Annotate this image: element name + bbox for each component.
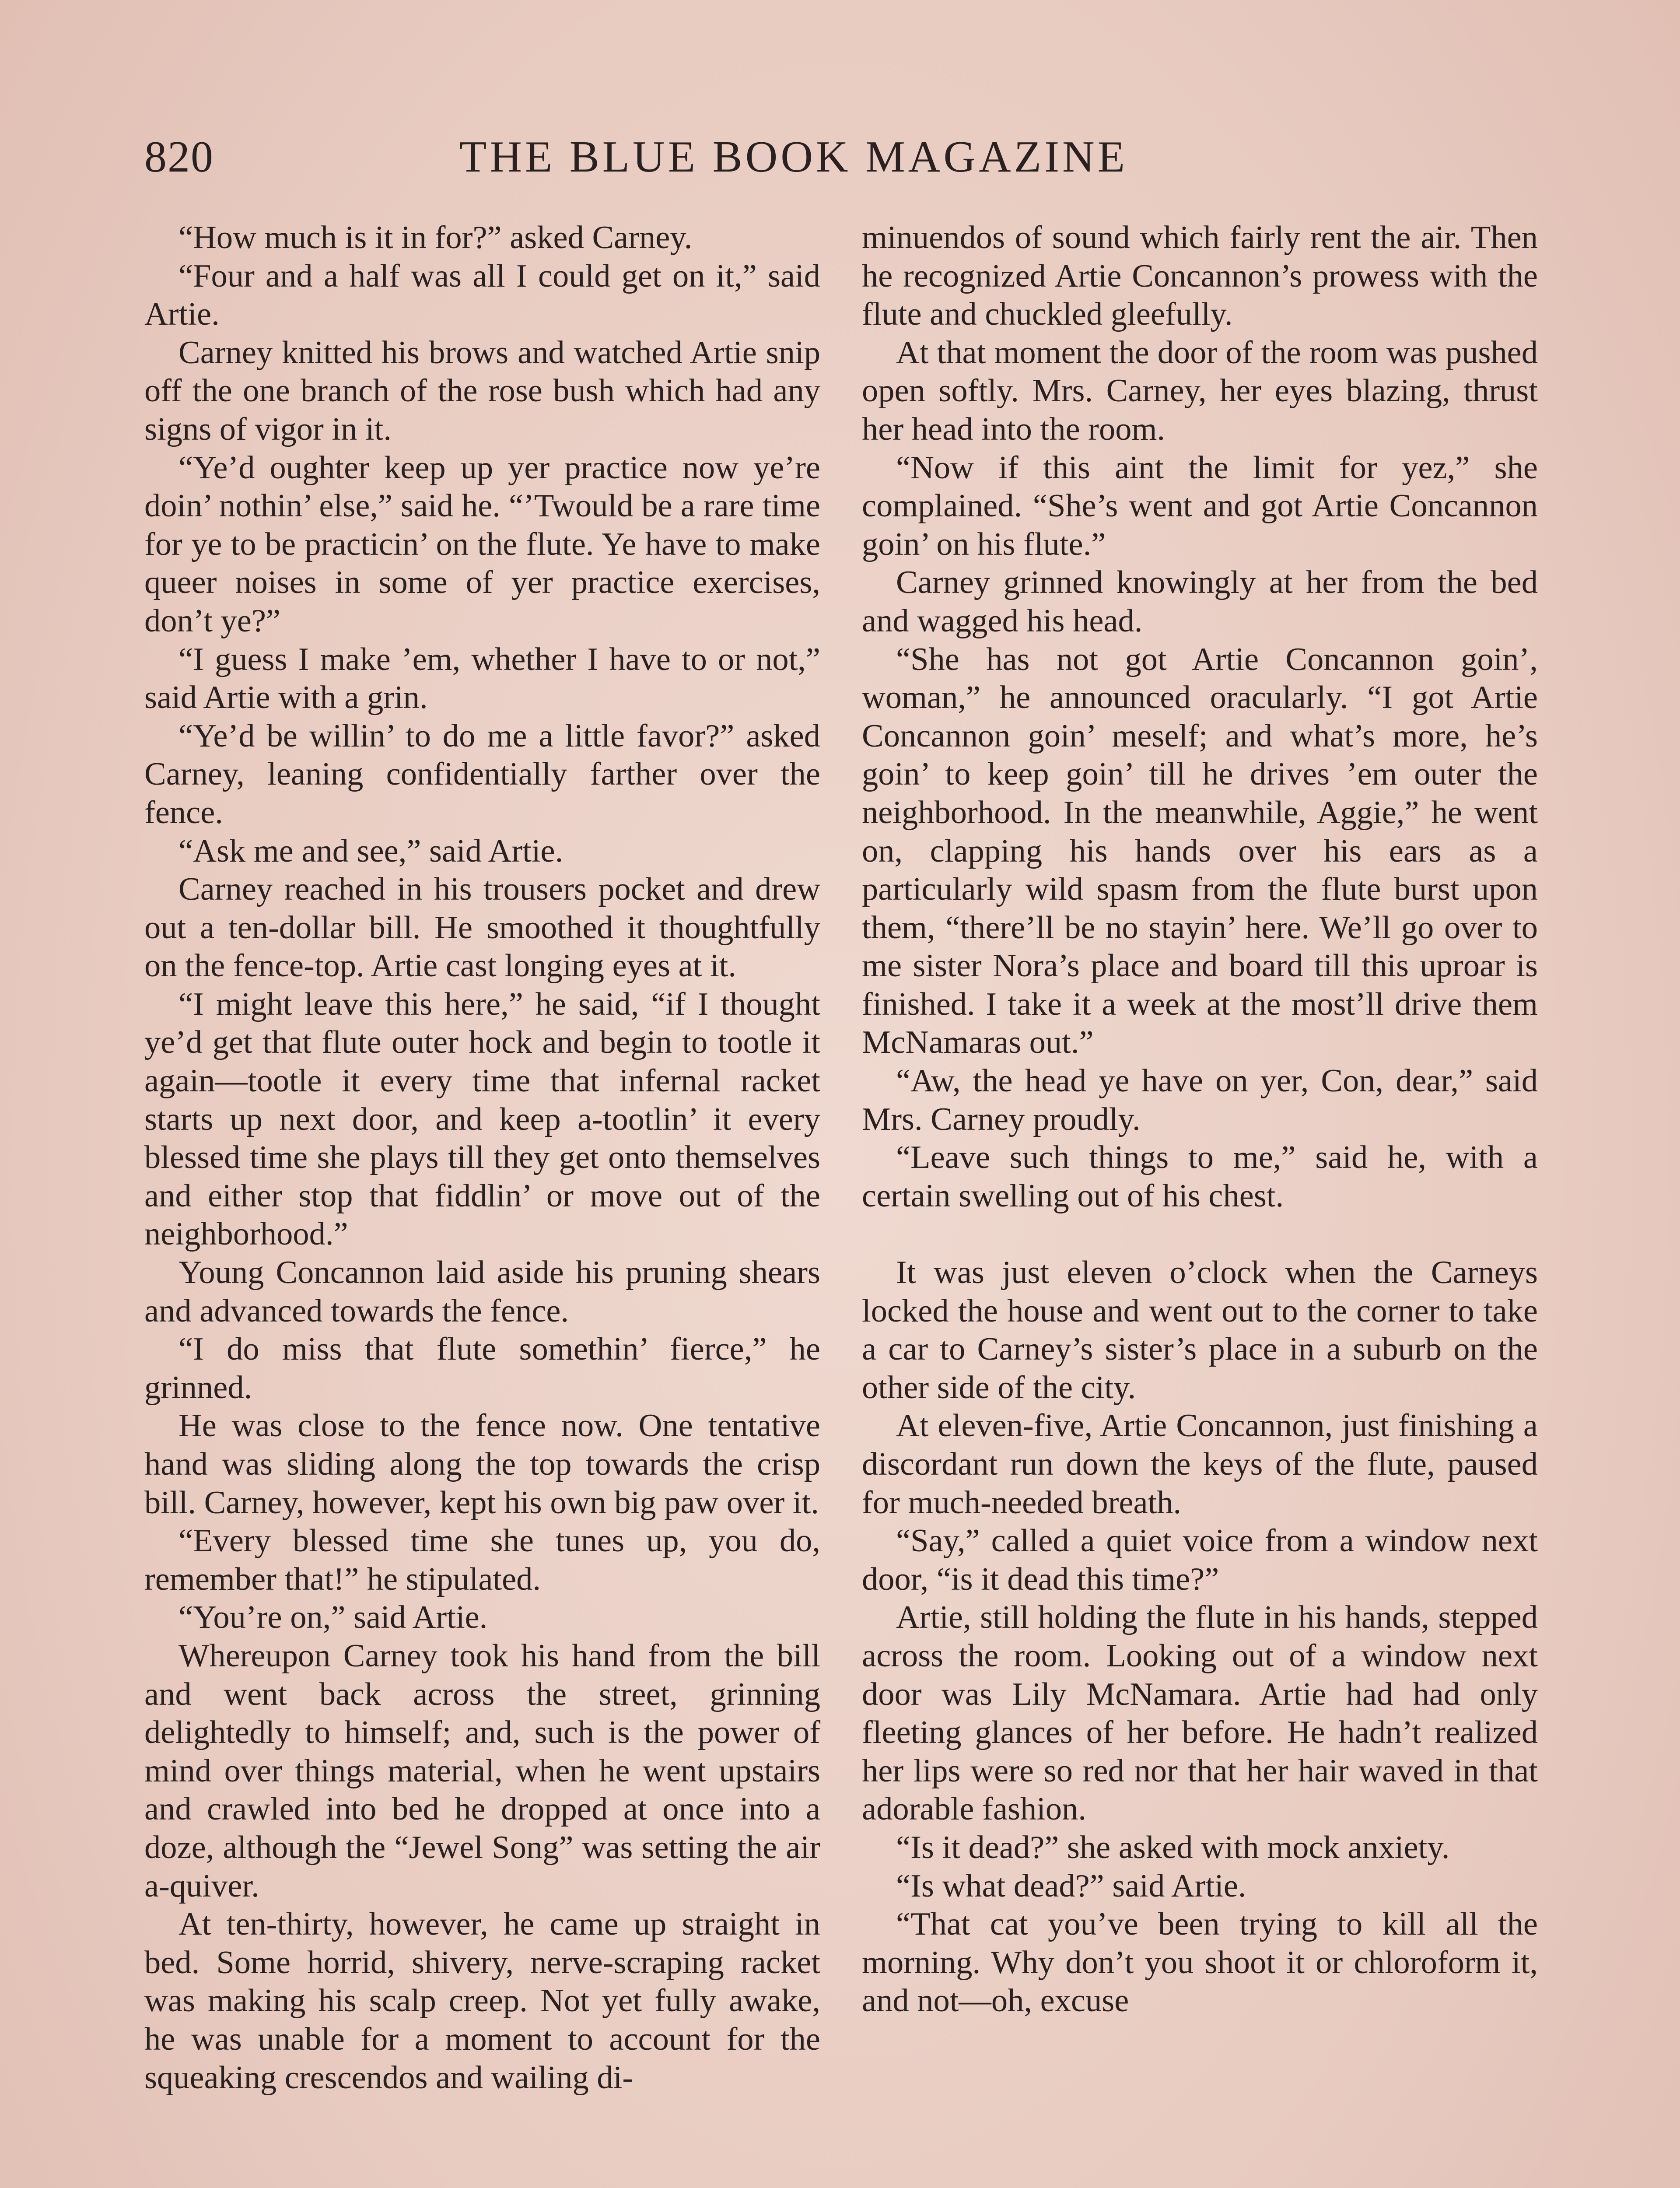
right-text-column	[862, 219, 1538, 2020]
paragraph: “How much is it in for?” asked Carney.	[178, 220, 693, 256]
paragraph: “Is it dead?” she asked with mock anxiety.	[896, 1829, 1450, 1865]
paragraph: At ten-thirty, however, he came up straight in bed. Some horrid, shivery, nerve-scraping racket was making his scalp creep. Not yet fully awake, he was unable for a moment to account for the squeaking crescendos and wailing di-	[144, 1906, 820, 2096]
paragraph: “I do miss that flute somethin’ fierce,” he grinned.	[144, 1331, 820, 1406]
paragraph: “Four and a half was all I could get on it,” said Artie.	[144, 258, 820, 333]
paragraph: “Ask me and see,” said Artie.	[178, 833, 564, 869]
page-number: 820	[144, 132, 214, 182]
page-header	[144, 123, 1558, 193]
paragraph: Artie, still holding the flute in his hands, stepped across the room. Looking out of a window next door was Lily McNamara. Artie had had only fleeting glances of her before. He hadn’t realized her lips were so red nor that her hair waved in that adorable fashion.	[862, 1599, 1538, 1827]
paragraph: “You’re on,” said Artie.	[178, 1599, 488, 1636]
paragraph: Carney reached in his trousers pocket and drew out a ten-dollar bill. He smoothed it thoughtfully on the fence-top. Artie cast longing eyes at it.	[144, 871, 820, 984]
paragraph: “Every blessed time she tunes up, you do, remember that!” he stipulated.	[144, 1523, 820, 1597]
paragraph: It was just eleven o’clock when the Carneys locked the house and went out to the corner to take a car to Carney’s sister’s place in a suburb on the other side of the city.	[862, 1255, 1538, 1406]
magazine-title: THE BLUE BOOK MAGAZINE	[459, 132, 1128, 182]
paragraph: “I might leave this here,” he said, “if I thought ye’d get that flute outer hock and begin to tootle it again—tootle it every time that infernal racket starts up next door, and keep a-tootlin’ it every blessed time she plays till they get onto themselves and either stop that fiddlin’ or move out of the neighborhood.”	[144, 986, 820, 1252]
paragraph: “I guess I make ’em, whether I have to or not,” said Artie with a grin.	[144, 641, 820, 716]
paragraph: “She has not got Artie Concannon goin’, woman,” he announced oracularly. “I got Artie Concannon goin’ meself; and what’s more, he’s goin’ to keep goin’ till he drives ’em outer the neighborhood. In the meanwhile, Aggie,” he went on, clapping his hands over his ears as a particularly wild spasm from the flute burst upon them, “there’ll be no stayin’ here. We’ll go over to me sister Nora’s place and board till this uproar is finished. I take it a week at the most’ll drive them McNamaras out.”	[862, 641, 1538, 1061]
paragraph: “Ye’d be willin’ to do me a little favor?” asked Carney, leaning confidentially farther over the fence.	[144, 718, 820, 831]
paragraph: “Leave such things to me,” said he, with a certain swelling out of his chest.	[862, 1140, 1538, 1214]
paragraph: Carney knitted his brows and watched Artie snip off the one branch of the rose bush which had any signs of vigor in it.	[144, 334, 820, 447]
paragraph: “Is what dead?” said Artie.	[896, 1868, 1246, 1904]
paragraph: At that moment the door of the room was pushed open softly. Mrs. Carney, her eyes blazing, thrust her head into the room.	[862, 334, 1538, 447]
paragraph: “Aw, the head ye have on yer, Con, dear,” said Mrs. Carney proudly.	[862, 1063, 1538, 1137]
paragraph: He was close to the fence now. One tentative hand was sliding along the top towards the crisp bill. Carney, however, kept his own big paw over it.	[144, 1408, 820, 1521]
paragraph: “Now if this aint the limit for yez,” she complained. “She’s went and got Artie Concannon goin’ on his flute.”	[862, 449, 1538, 562]
paragraph: At eleven-five, Artie Concannon, just finishing a discordant run down the keys of the flute, paused for much-needed breath.	[862, 1408, 1538, 1521]
paragraph: “Say,” called a quiet voice from a window next door, “is it dead this time?”	[862, 1523, 1538, 1597]
paragraph: Young Concannon laid aside his pruning shears and advanced towards the fence.	[144, 1255, 820, 1329]
paragraph: Carney grinned knowingly at her from the bed and wagged his head.	[862, 565, 1538, 639]
paragraph: “Ye’d oughter keep up yer practice now ye’re doin’ nothin’ else,” said he. “’Twould be a rare time for ye to be practicin’ on the flute. Ye have to make queer noises in some of yer practice exercises, don’t ye?”	[144, 449, 820, 639]
paragraph: Whereupon Carney took his hand from the bill and went back across the street, grinning delightedly to himself; and, such is the power of mind over things material, when he went upstairs and crawled into bed he dropped at once into a doze, although the “Jewel Song” was setting the air a-quiver.	[144, 1637, 820, 1904]
left-text-column	[144, 219, 820, 2097]
paragraph: minuendos of sound which fairly rent the air. Then he recognized Artie Concannon’s prowess with the flute and chuckled gleefully.	[862, 220, 1538, 333]
paragraph: “That cat you’ve been trying to kill all the morning. Why don’t you shoot it or chloroform it, and not—oh, excuse	[862, 1906, 1538, 2019]
